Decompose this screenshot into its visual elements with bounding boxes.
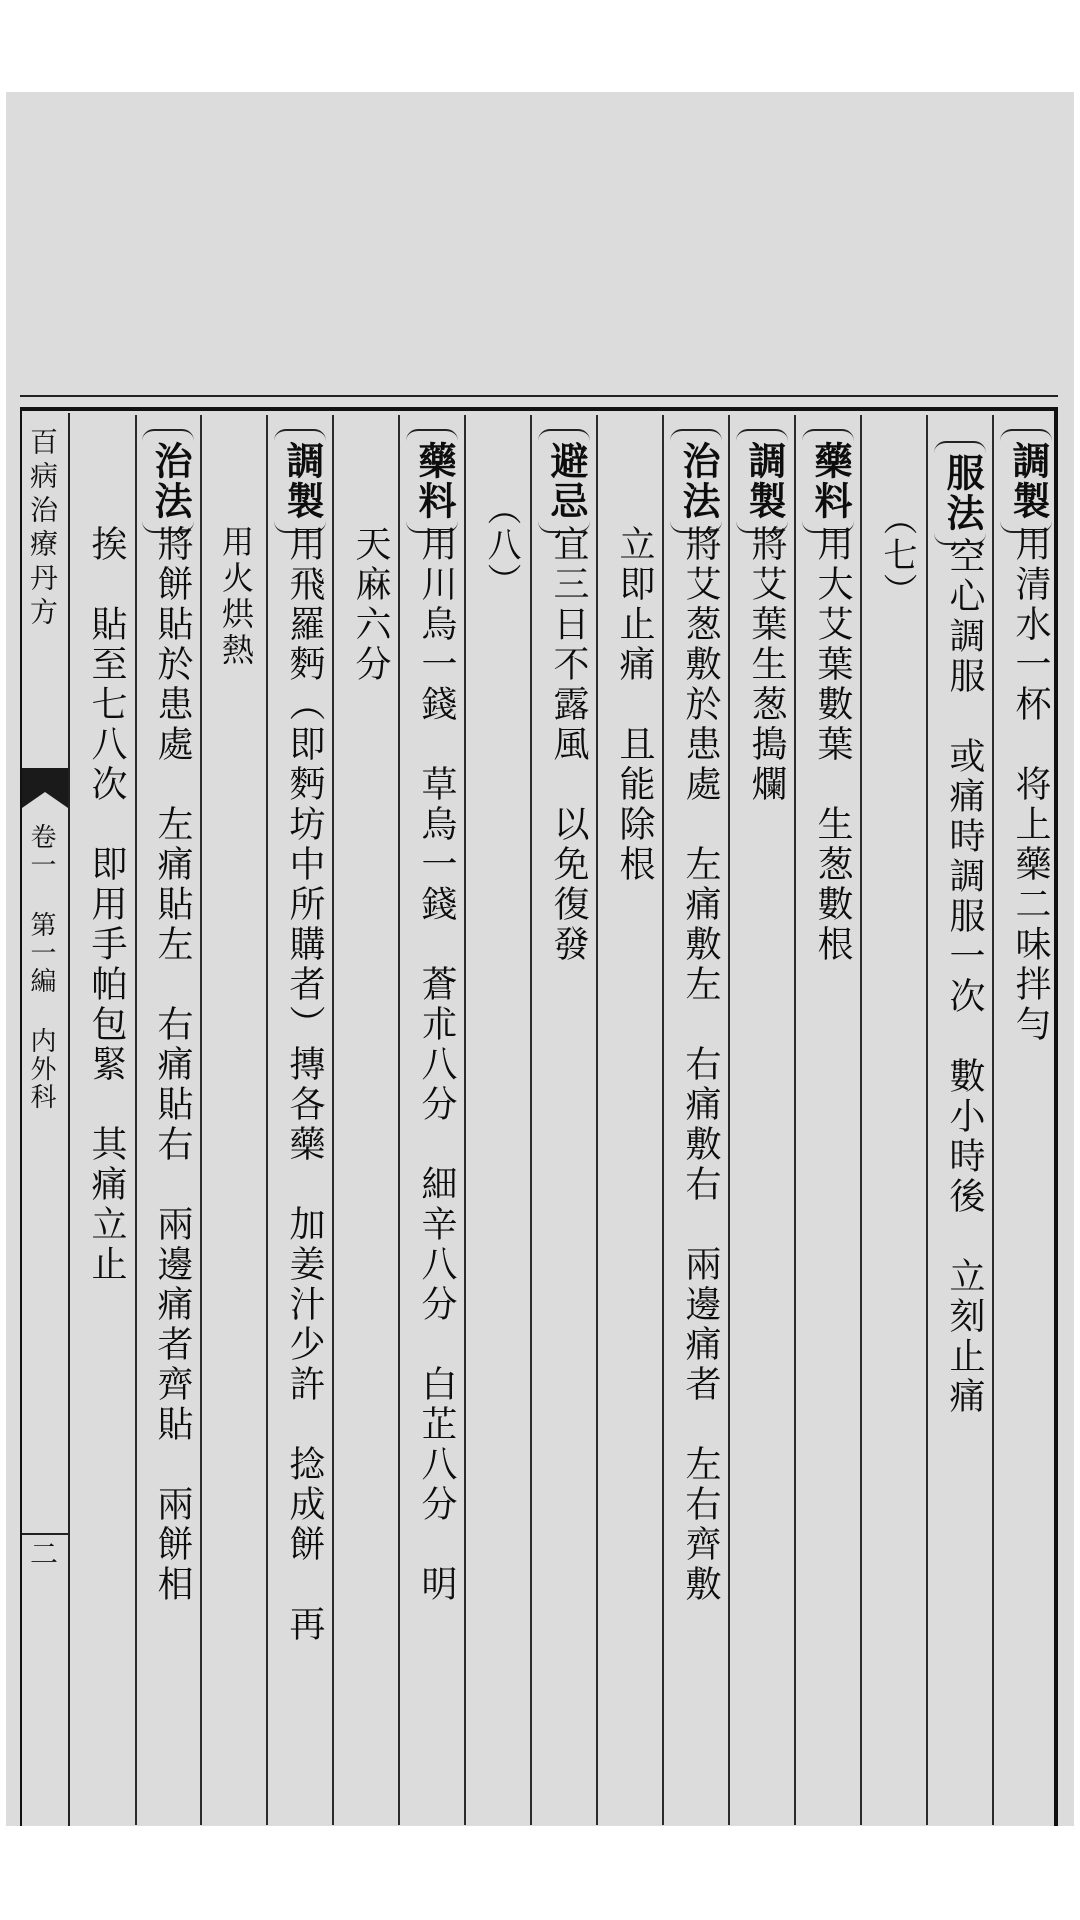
- top-rule: [20, 395, 1058, 397]
- column-text: 將艾葱敷於患處 左痛敷左 右痛敷右 兩邊痛者 左右齊敷: [680, 525, 721, 1605]
- section-label: 服法: [934, 441, 986, 545]
- section-label: 治法: [142, 429, 194, 533]
- margin-book-title: 百病治療丹方: [26, 427, 59, 631]
- column-text: 用川烏一錢 草烏一錢 蒼朮八分 細辛八分 白芷八分 明: [416, 525, 457, 1605]
- column-rule: [662, 415, 664, 1825]
- column-rule: [398, 415, 400, 1825]
- column-text: 空心調服 或痛時調服一次 數小時後 立刻止痛: [944, 537, 985, 1417]
- column-text: 用火烘熱: [217, 525, 255, 669]
- recipe-number: （七）: [877, 501, 917, 609]
- section-label: 調製: [1000, 429, 1052, 533]
- column-rule: [992, 415, 994, 1825]
- section-label: 藥料: [802, 429, 854, 533]
- section-label: 調製: [736, 429, 788, 533]
- column-text: 用飛羅麪（即麪坊中所購者）摶各藥 加姜汁少許 捻成餅 再: [284, 525, 325, 1645]
- column-text: 立即止痛 且能除根: [614, 525, 655, 885]
- column-rule: [135, 415, 137, 1825]
- column-text: 用清水一杯 将上藥二味拌勻: [1010, 525, 1051, 1045]
- section-label: 避忌: [538, 429, 590, 533]
- column-text: 宜三日不露風 以免復發: [548, 525, 589, 965]
- column-rule: [794, 415, 796, 1825]
- column-rule: [596, 415, 598, 1825]
- column-rule: [926, 415, 928, 1825]
- margin-lower-block: [22, 1533, 68, 1826]
- section-label: 治法: [670, 429, 722, 533]
- column-rule: [266, 415, 268, 1825]
- text-frame: [20, 407, 1058, 1826]
- column-text: 將餅貼於患處 左痛貼左 右痛貼右 兩邊痛者齊貼 兩餅相: [152, 525, 193, 1605]
- section-label: 藥料: [406, 429, 458, 533]
- column-text: 用大艾葉數葉 生葱數根: [812, 525, 853, 965]
- column-rule: [860, 415, 862, 1825]
- margin-strip: [22, 413, 70, 1826]
- margin-volume-info: 卷一 第一編 内外科: [26, 823, 56, 1111]
- column-rule: [464, 415, 466, 1825]
- margin-page-number: 二: [26, 1539, 59, 1573]
- column-text: 將艾葉生葱搗爛: [746, 525, 787, 805]
- column-rule: [728, 415, 730, 1825]
- section-label: 調製: [274, 429, 326, 533]
- column-rule: [530, 415, 532, 1825]
- recipe-number: （八）: [481, 491, 521, 599]
- fishtail-mark: [22, 768, 68, 808]
- column-rule: [332, 415, 334, 1825]
- column-rule: [200, 415, 202, 1825]
- column-text: 挨 貼至七八次 即用手帕包緊 其痛立止: [86, 525, 127, 1285]
- column-text: 天麻六分: [350, 525, 391, 685]
- book-page: [6, 92, 1074, 1826]
